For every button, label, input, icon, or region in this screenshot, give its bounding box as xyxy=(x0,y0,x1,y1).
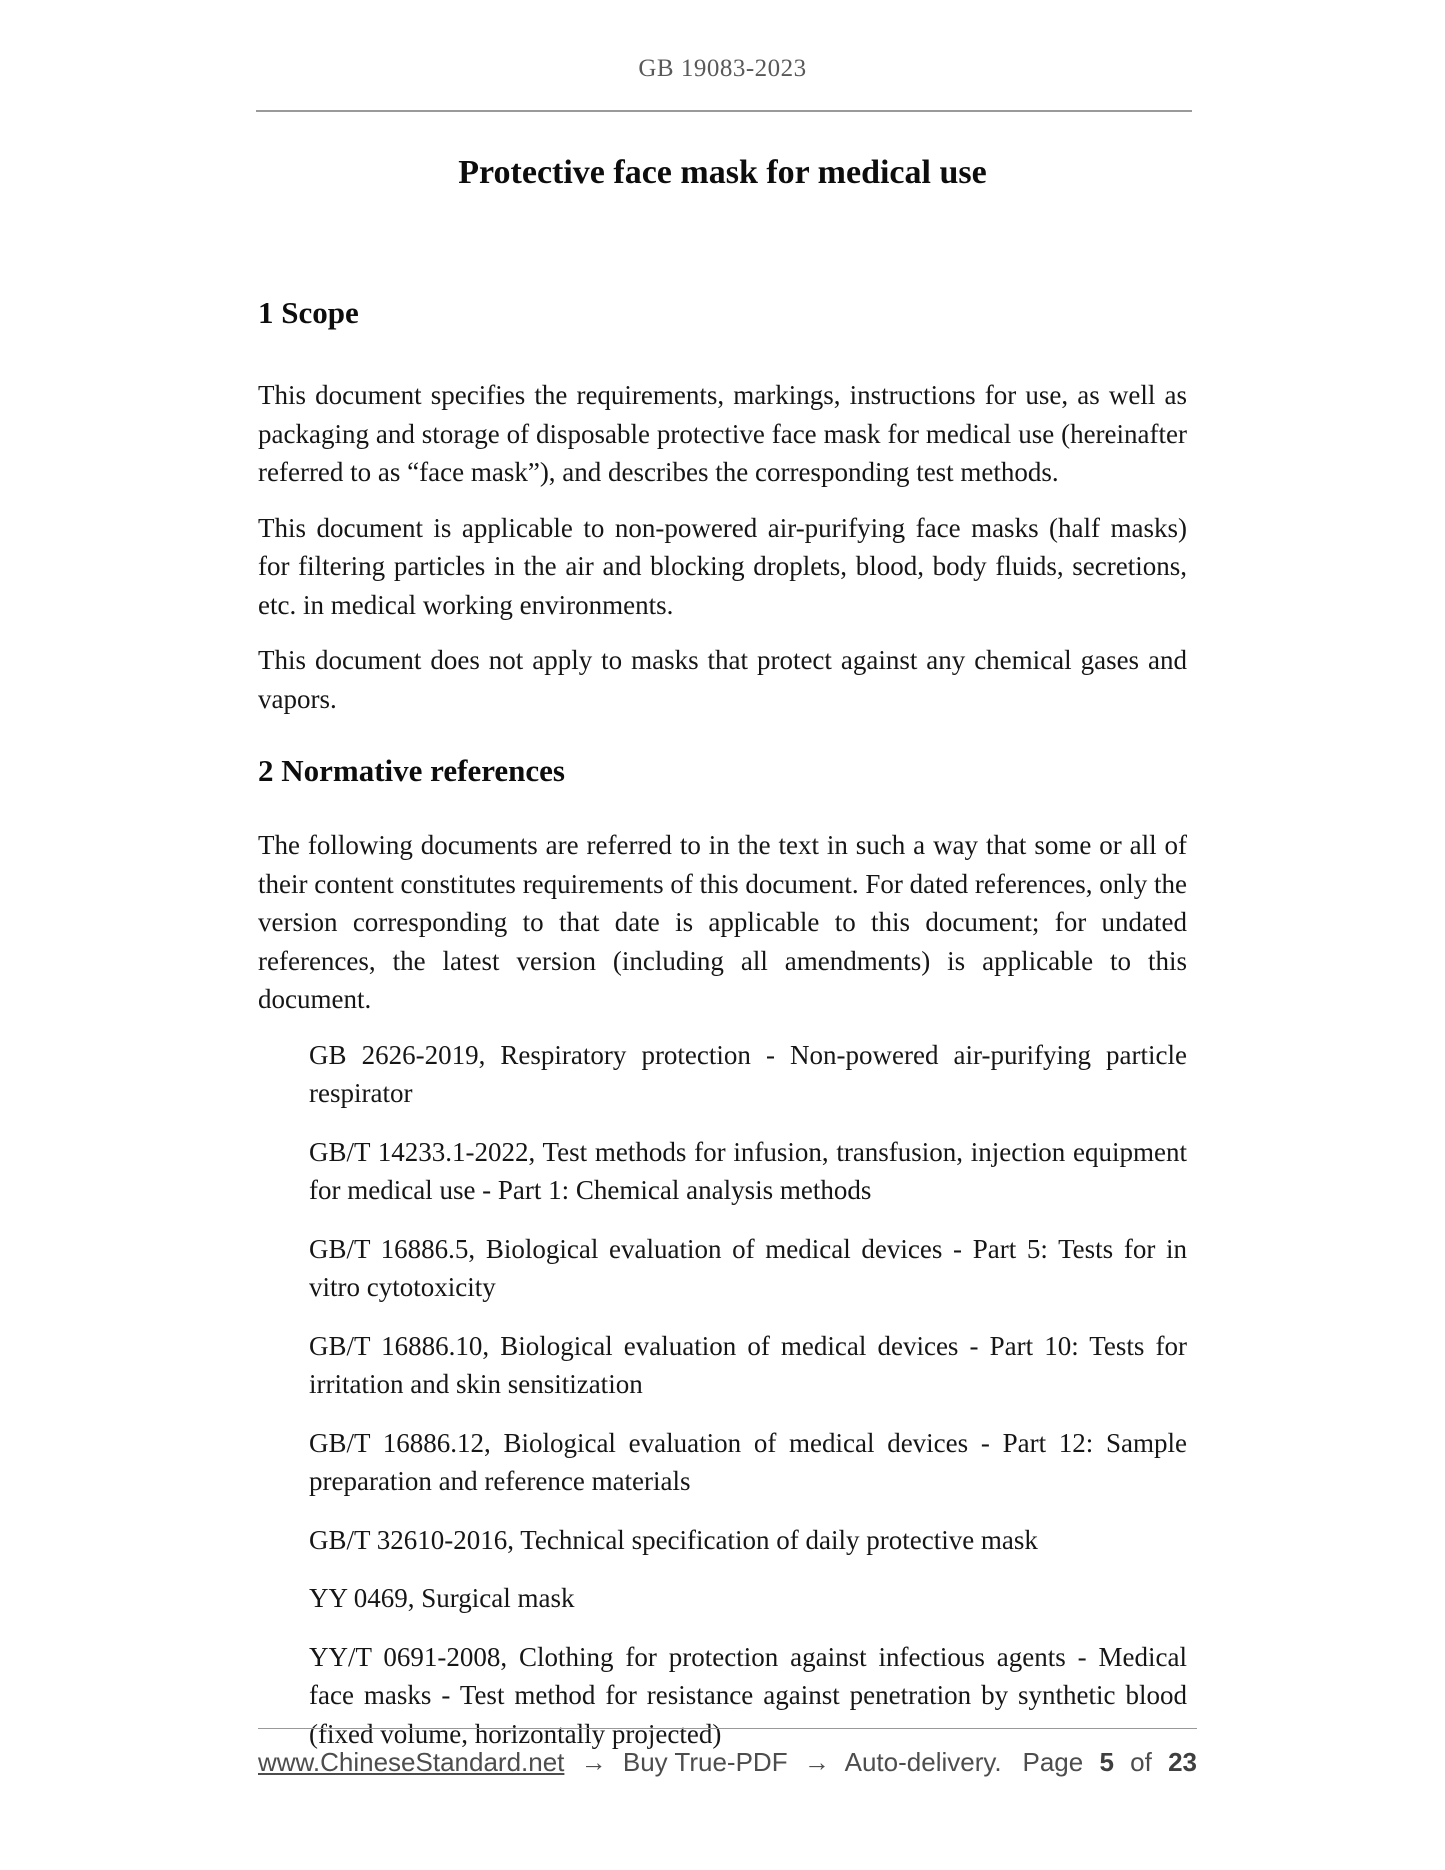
page-number-current: 5 xyxy=(1099,1747,1114,1777)
arrow-icon: → xyxy=(803,1747,830,1777)
document-body xyxy=(258,294,1187,1753)
header-doc-number: GB 19083-2023 xyxy=(638,55,807,82)
arrow-icon: → xyxy=(580,1747,607,1777)
buy-true-pdf-label: Buy True-PDF xyxy=(622,1747,788,1777)
section-heading-scope: 1 Scope xyxy=(258,295,359,330)
reference-item: GB 2626-2019, Respiratory protection - Non-powered air-purifying particle respirator xyxy=(309,1039,1187,1108)
reference-item: GB/T 16886.5, Biological evaluation of medical devices - Part 5: Tests for in vitro cytotoxicity xyxy=(309,1233,1187,1302)
normative-intro-paragraph: The following documents are referred to in the text in such a way that some or all of their content constitutes requirements of this document. For dated references, only the version corresponding to that date is applicable to this document; for undated references, the latest version (including all amendments) is applicable to this document. xyxy=(258,830,1187,1014)
page-number-total: 23 xyxy=(1168,1747,1197,1777)
reference-item: GB/T 32610-2016, Technical specification of daily protective mask xyxy=(309,1524,1038,1555)
website-link[interactable]: www.ChineseStandard.net xyxy=(258,1747,565,1777)
scope-paragraph-2: This document is applicable to non-powered air-purifying face masks (half masks) for filtering particles in the air and blocking droplets, blood, body fluids, secretions, etc. in medical working environments. xyxy=(258,512,1187,620)
section-heading-normative-references: 2 Normative references xyxy=(258,753,565,788)
reference-item: GB/T 14233.1-2022, Test methods for infusion, transfusion, injection equipment for medical use - Part 1: Chemical analysis methods xyxy=(309,1136,1187,1205)
page-indicator xyxy=(1013,1746,1197,1778)
of-label: of xyxy=(1130,1747,1152,1777)
scope-paragraph-1: This document specifies the requirements, markings, instructions for use, as well as packaging and storage of disposable protective face mask for medical use (hereinafter referred to as “face mask”), and describes the corresponding test methods. xyxy=(258,380,1187,487)
reference-item: GB/T 16886.12, Biological evaluation of medical devices - Part 12: Sample preparation and reference materials xyxy=(309,1427,1187,1496)
reference-item: YY/T 0691-2008, Clothing for protection against infectious agents - Medical face masks - Test method for resistance against penetration by synthetic blood (fixed volume, horizontally projected) xyxy=(309,1641,1187,1749)
page-footer xyxy=(258,1728,1197,1778)
auto-delivery-label: Auto-delivery. xyxy=(844,1747,1002,1777)
scope-paragraph-3: This document does not apply to masks that protect against any chemical gases and vapors. xyxy=(258,645,1187,714)
page-label: Page xyxy=(1022,1747,1084,1777)
reference-item: GB/T 16886.10, Biological evaluation of medical devices - Part 10: Tests for irritation and skin sensitization xyxy=(309,1330,1187,1399)
header-rule xyxy=(256,110,1192,112)
footer-promo xyxy=(258,1746,1011,1778)
document-title: Protective face mask for medical use xyxy=(458,154,987,191)
reference-item: YY 0469, Surgical mask xyxy=(309,1583,575,1613)
